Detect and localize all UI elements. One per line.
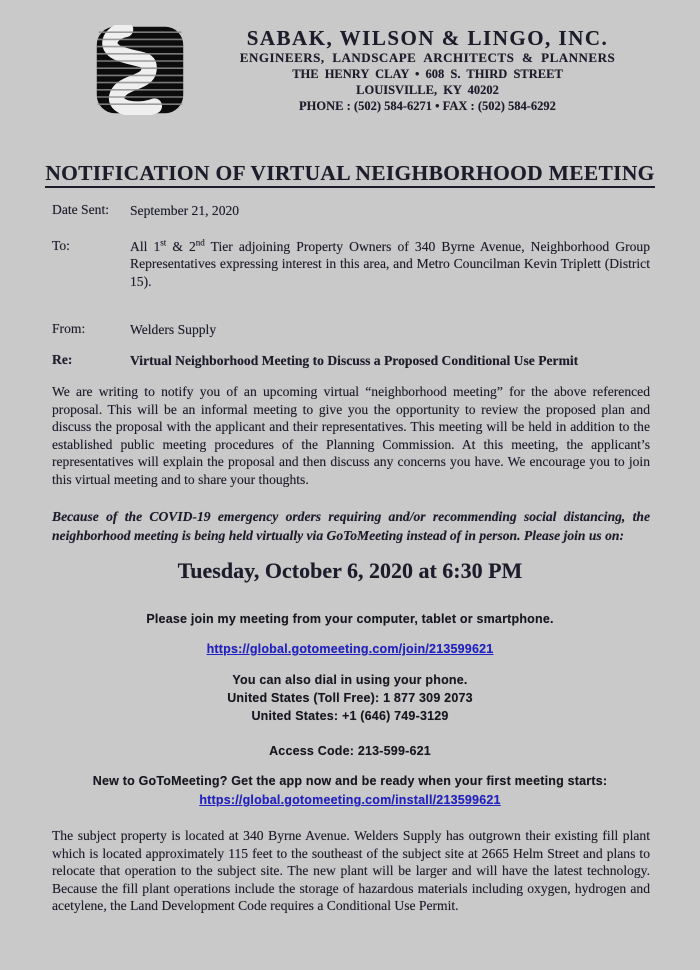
s-river-logo-icon [95,25,185,115]
company-tagline: ENGINEERS, LANDSCAPE ARCHITECTS & PLANNERS [239,50,616,65]
ordinal-st: st [160,236,167,247]
to-label: To: [52,237,70,253]
from-value: Welders Supply [130,322,217,337]
document-title-text: NOTIFICATION OF VIRTUAL NEIGHBORHOOD MEETING [45,161,654,188]
date-sent-value: September 21, 2020 [130,203,240,218]
re-value: Virtual Neighborhood Meeting to Discuss a Proposed Conditional Use Permit [130,352,579,368]
memo-fields [52,202,650,369]
re-label: Re: [52,351,73,367]
ordinal-nd: nd [195,236,205,247]
memo-row-date-sent [52,202,650,220]
install-app-link[interactable]: https://global.gotomeeting.com/install/213599621 [199,793,501,807]
letterhead [95,25,670,117]
company-phone-fax: PHONE : (502) 584-6271 • FAX : (502) 584-6292 [299,99,556,113]
closing-paragraph: The subject property is located at 340 Byrne Avenue. Welders Supply has outgrown their existing fill plant which is located approximately 115 feet to the southeast of the subject site at 2665 Helm Street and plans to relocate that operation to the subject site. The new plant will be larger and will have the latest technology. Because the fill plant operations include the storage of hazardous materials including oxygen, hydrogen and acetylene, the Land Development Code requires a Conditional Use Permit. [52,828,650,913]
join-meeting-link[interactable]: https://global.gotomeeting.com/join/213599621 [206,642,494,656]
company-logo [95,25,185,115]
covid-note-paragraph: Because of the COVID-19 emergency orders requiring and/or recommending social distancing, the neighborhood meeting is being held virtually via GoToMeeting instead of in person. Please join us on: [52,509,650,543]
company-name: SABAK, WILSON & LINGO, INC. [246,26,609,50]
company-address-line2: LOUISVILLE, KY 40202 [356,83,499,97]
meeting-datetime: Tuesday, October 6, 2020 at 6:30 PM [177,558,523,583]
memo-row-re [52,352,650,370]
install-link-line [0,791,700,809]
memo-row-to [52,238,650,291]
access-code: Access Code: 213-599-621 [269,744,431,758]
letterhead-text [185,25,670,117]
memo-row-from [52,321,650,339]
phone-tollfree: United States (Toll Free): 1 877 309 2073 [227,691,473,705]
join-link-line [0,640,700,658]
app-instruction: New to GoToMeeting? Get the app now and be ready when your first meeting starts: [92,774,608,788]
from-label: From: [52,321,86,336]
document-title [0,161,700,186]
company-address-line1: THE HENRY CLAY • 608 S. THIRD STREET [292,67,563,81]
gotomeeting-block [0,610,700,809]
to-text-part2: & 2 [166,238,196,254]
join-instruction: Please join my meeting from your computer, tablet or smartphone. [146,612,554,626]
to-text-part3: Tier adjoining Property Owners of 340 Byrne Avenue, Neighborhood Group Representatives expressing interest in this area, and Metro Councilman Kevin Triplett (District 15). [130,238,650,289]
to-value [130,238,650,291]
to-text-part1: All 1 [130,238,161,254]
date-sent-label: Date Sent: [52,202,110,217]
phone-direct: United States: +1 (646) 749-3129 [251,709,449,723]
intro-paragraph: We are writing to notify you of an upcoming virtual “neighborhood meeting” for the above referenced proposal. This will be an informal meeting to give you the opportunity to review the proposed plan and discuss the proposal with the applicant and their representatives. This meeting will be held in addition to the established public meeting procedures of the Planning Commission. At this meeting, the applicant’s representatives will explain the proposal and then discuss any concerns you have. We encourage you to join this virtual meeting and to share your thoughts. [52,384,650,487]
dial-in-instruction: You can also dial in using your phone. [232,673,468,687]
